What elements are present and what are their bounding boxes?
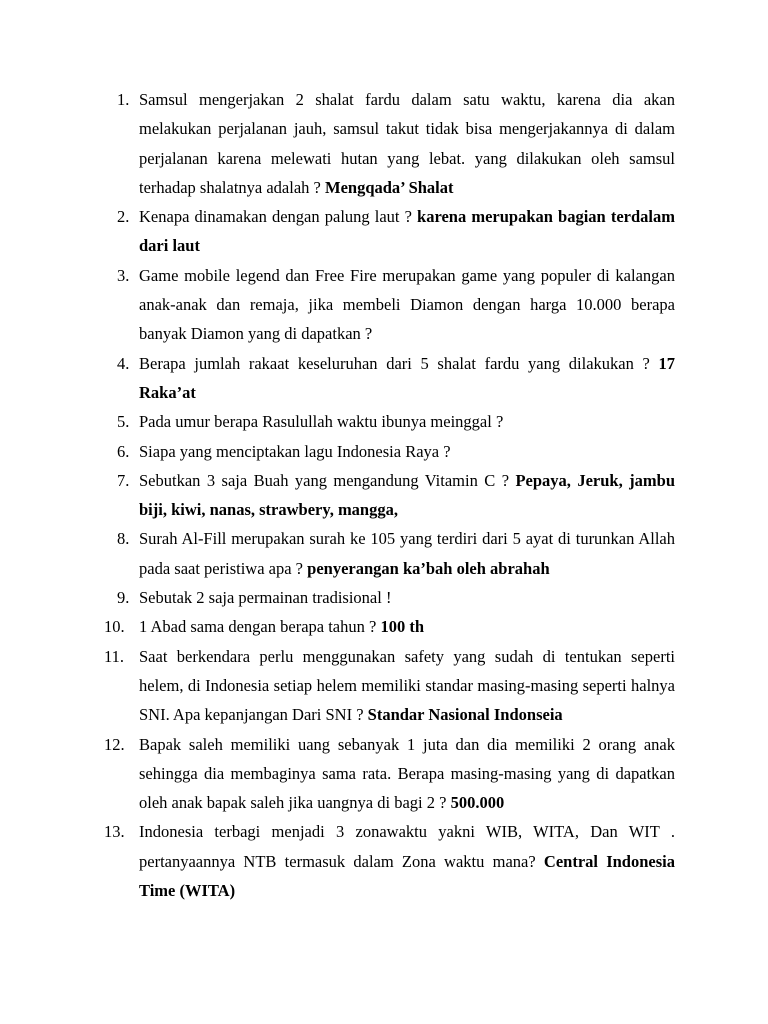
question-text: Bapak saleh memiliki uang sebanyak 1 juta dan dia memiliki 2 orang anak sehingga dia membaginya sama rata. Berapa masing-masing yang di dapatkan oleh anak bapak saleh jika uangnya di bagi 2 ? <box>139 734 675 813</box>
question-number: 2. <box>117 207 130 227</box>
question-number: 6. <box>117 441 130 461</box>
question-item-3 <box>100 261 675 349</box>
answer-text: 17 Raka’at <box>139 353 675 402</box>
question-text: Game mobile legend dan Free Fire merupakan game yang populer di kalangan anak-anak dan remaja, jika membeli Diamon dengan harga 10.000 berapa banyak Diamon yang di dapatkan ? <box>139 265 675 344</box>
question-number: 11. <box>104 646 125 666</box>
question-item-8 <box>100 524 675 583</box>
question-text: Saat berkendara perlu menggunakan safety yang sudah di tentukan seperti helem, di Indonesia setiap helem memiliki standar masing-masing seperti halnya SNI. Apa kepanjangan Dari SNI ? <box>139 646 675 725</box>
answer-text: Pepaya, Jeruk, jambu biji, kiwi, nanas, strawbery, mangga, <box>139 470 676 520</box>
answer-text: Mengqada’ Shalat <box>325 177 454 197</box>
answer-text: Standar Nasional Indonseia <box>367 705 563 725</box>
answer-text: karena merupakan bagian terdalam dari laut <box>139 207 675 256</box>
question-number: 9. <box>117 588 130 608</box>
answer-text: 100 th <box>380 617 424 637</box>
question-item-1 <box>100 85 675 202</box>
question-item-6 <box>100 437 675 466</box>
question-item-2 <box>100 202 675 261</box>
question-text: Kenapa dinamakan dengan palung laut ? <box>139 207 418 227</box>
question-number: 7. <box>117 470 130 490</box>
question-text: Indonesia terbagi menjadi 3 zonawaktu yakni WIB, WITA, Dan WIT . pertanyaannya NTB termasuk dalam Zona waktu mana? <box>139 822 675 871</box>
question-number: 1. <box>117 90 130 109</box>
question-item-12 <box>100 730 675 818</box>
question-number: 5. <box>117 412 130 432</box>
question-text: 1 Abad sama dengan berapa tahun ? <box>139 617 381 637</box>
answer-text: Central Indonesia Time (WITA) <box>139 851 675 901</box>
question-list <box>100 85 675 905</box>
question-number: 12. <box>104 734 125 754</box>
question-text: Samsul mengerjakan 2 shalat fardu dalam satu waktu, karena dia akan melakukan perjalanan jauh, samsul takut tidak bisa mengerjakannya di dalam perjalanan karena melewati hutan yang lebat. yang dilakukan oleh samsul terhadap shalatnya adalah ? <box>139 90 675 197</box>
question-number: 8. <box>117 529 130 549</box>
question-text: Sebutak 2 saja permainan tradisional ! <box>139 588 392 608</box>
question-number: 13. <box>104 822 125 842</box>
question-text: Surah Al-Fill merupakan surah ke 105 yang terdiri dari 5 ayat di turunkan Allah pada saat peristiwa apa ? <box>139 529 675 578</box>
question-item-13 <box>100 817 675 905</box>
question-item-10 <box>100 612 675 641</box>
question-text: Pada umur berapa Rasulullah waktu ibunya meinggal ? <box>139 412 504 432</box>
question-item-5 <box>100 407 675 436</box>
question-text: Sebutkan 3 saja Buah yang mengandung Vitamin C ? <box>139 470 516 490</box>
question-item-7 <box>100 466 675 525</box>
answer-text: 500.000 <box>450 793 505 813</box>
question-text: Siapa yang menciptakan lagu Indonesia Raya ? <box>139 441 451 461</box>
question-item-9 <box>100 583 675 612</box>
answer-text: penyerangan ka’bah oleh abrahah <box>307 558 550 578</box>
question-number: 10. <box>104 617 125 637</box>
question-text: Berapa jumlah rakaat keseluruhan dari 5 shalat fardu yang dilakukan ? <box>139 353 659 373</box>
question-number: 3. <box>117 265 130 285</box>
question-item-11 <box>100 642 675 730</box>
question-item-4 <box>100 349 675 408</box>
question-number: 4. <box>117 353 130 373</box>
